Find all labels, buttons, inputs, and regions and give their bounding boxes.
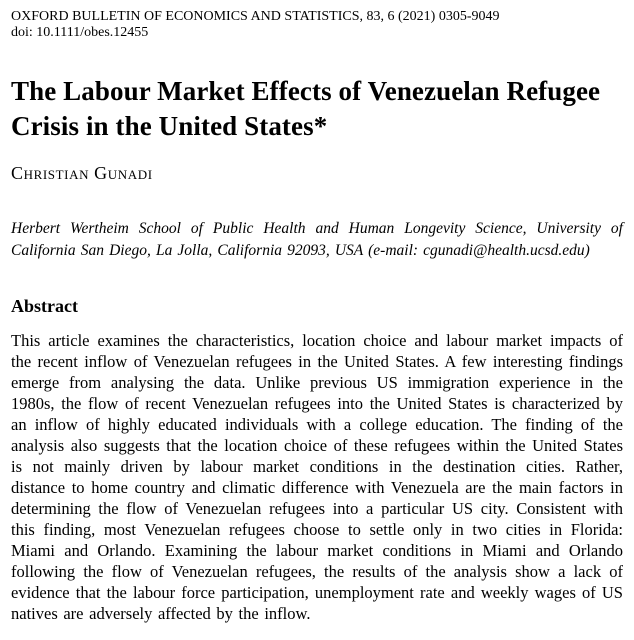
author-affiliation: Herbert Wertheim School of Public Health and Human Longevity Science, University of California San Diego, La Jolla, California 92093, USA (e-mail: cgunadi@health.ucsd.edu) [11,220,623,259]
abstract-text: This article examines the characteristics, location choice and labour market impacts of the recent inflow of Venezuelan refugees in the United States. A few interesting findings emerge from analysing the data. Unlike previous US immigration experience in the 1980s, the flow of recent Venezuelan refugees into the United States is characterized by an inflow of highly educated individuals with a college education. The finding of the analysis also suggests that the location choice of these refugees within the United States is not mainly driven by labour market conditions in the destination cities. Rather, distance to home country and climatic difference with Venezuela are the main factors in determining the flow of Venezuelan refugees into a particular US city. Consistent with this finding, most Venezuelan refugees choose to settle only in two cities in Florida: Miami and Orlando. Examining the labour market conditions in Miami and Orlando following the flow of Venezuelan refugees, the results of the analysis show a lack of evidence that the labour force participation, unemployment rate and weekly wages of US natives are adversely affected by the inflow. [11,331,623,623]
abstract-heading: Abstract [11,296,78,316]
author-name: Christian Gunadi [11,163,153,183]
journal-line: OXFORD BULLETIN OF ECONOMICS AND STATISTICS, 83, 6 (2021) 0305-9049 [11,9,500,24]
doi-line: doi: 10.1111/obes.12455 [11,25,149,40]
paper-title: The Labour Market Effects of Venezuelan Refugee Crisis in the United States* [11,76,601,141]
journal-header [11,9,623,41]
